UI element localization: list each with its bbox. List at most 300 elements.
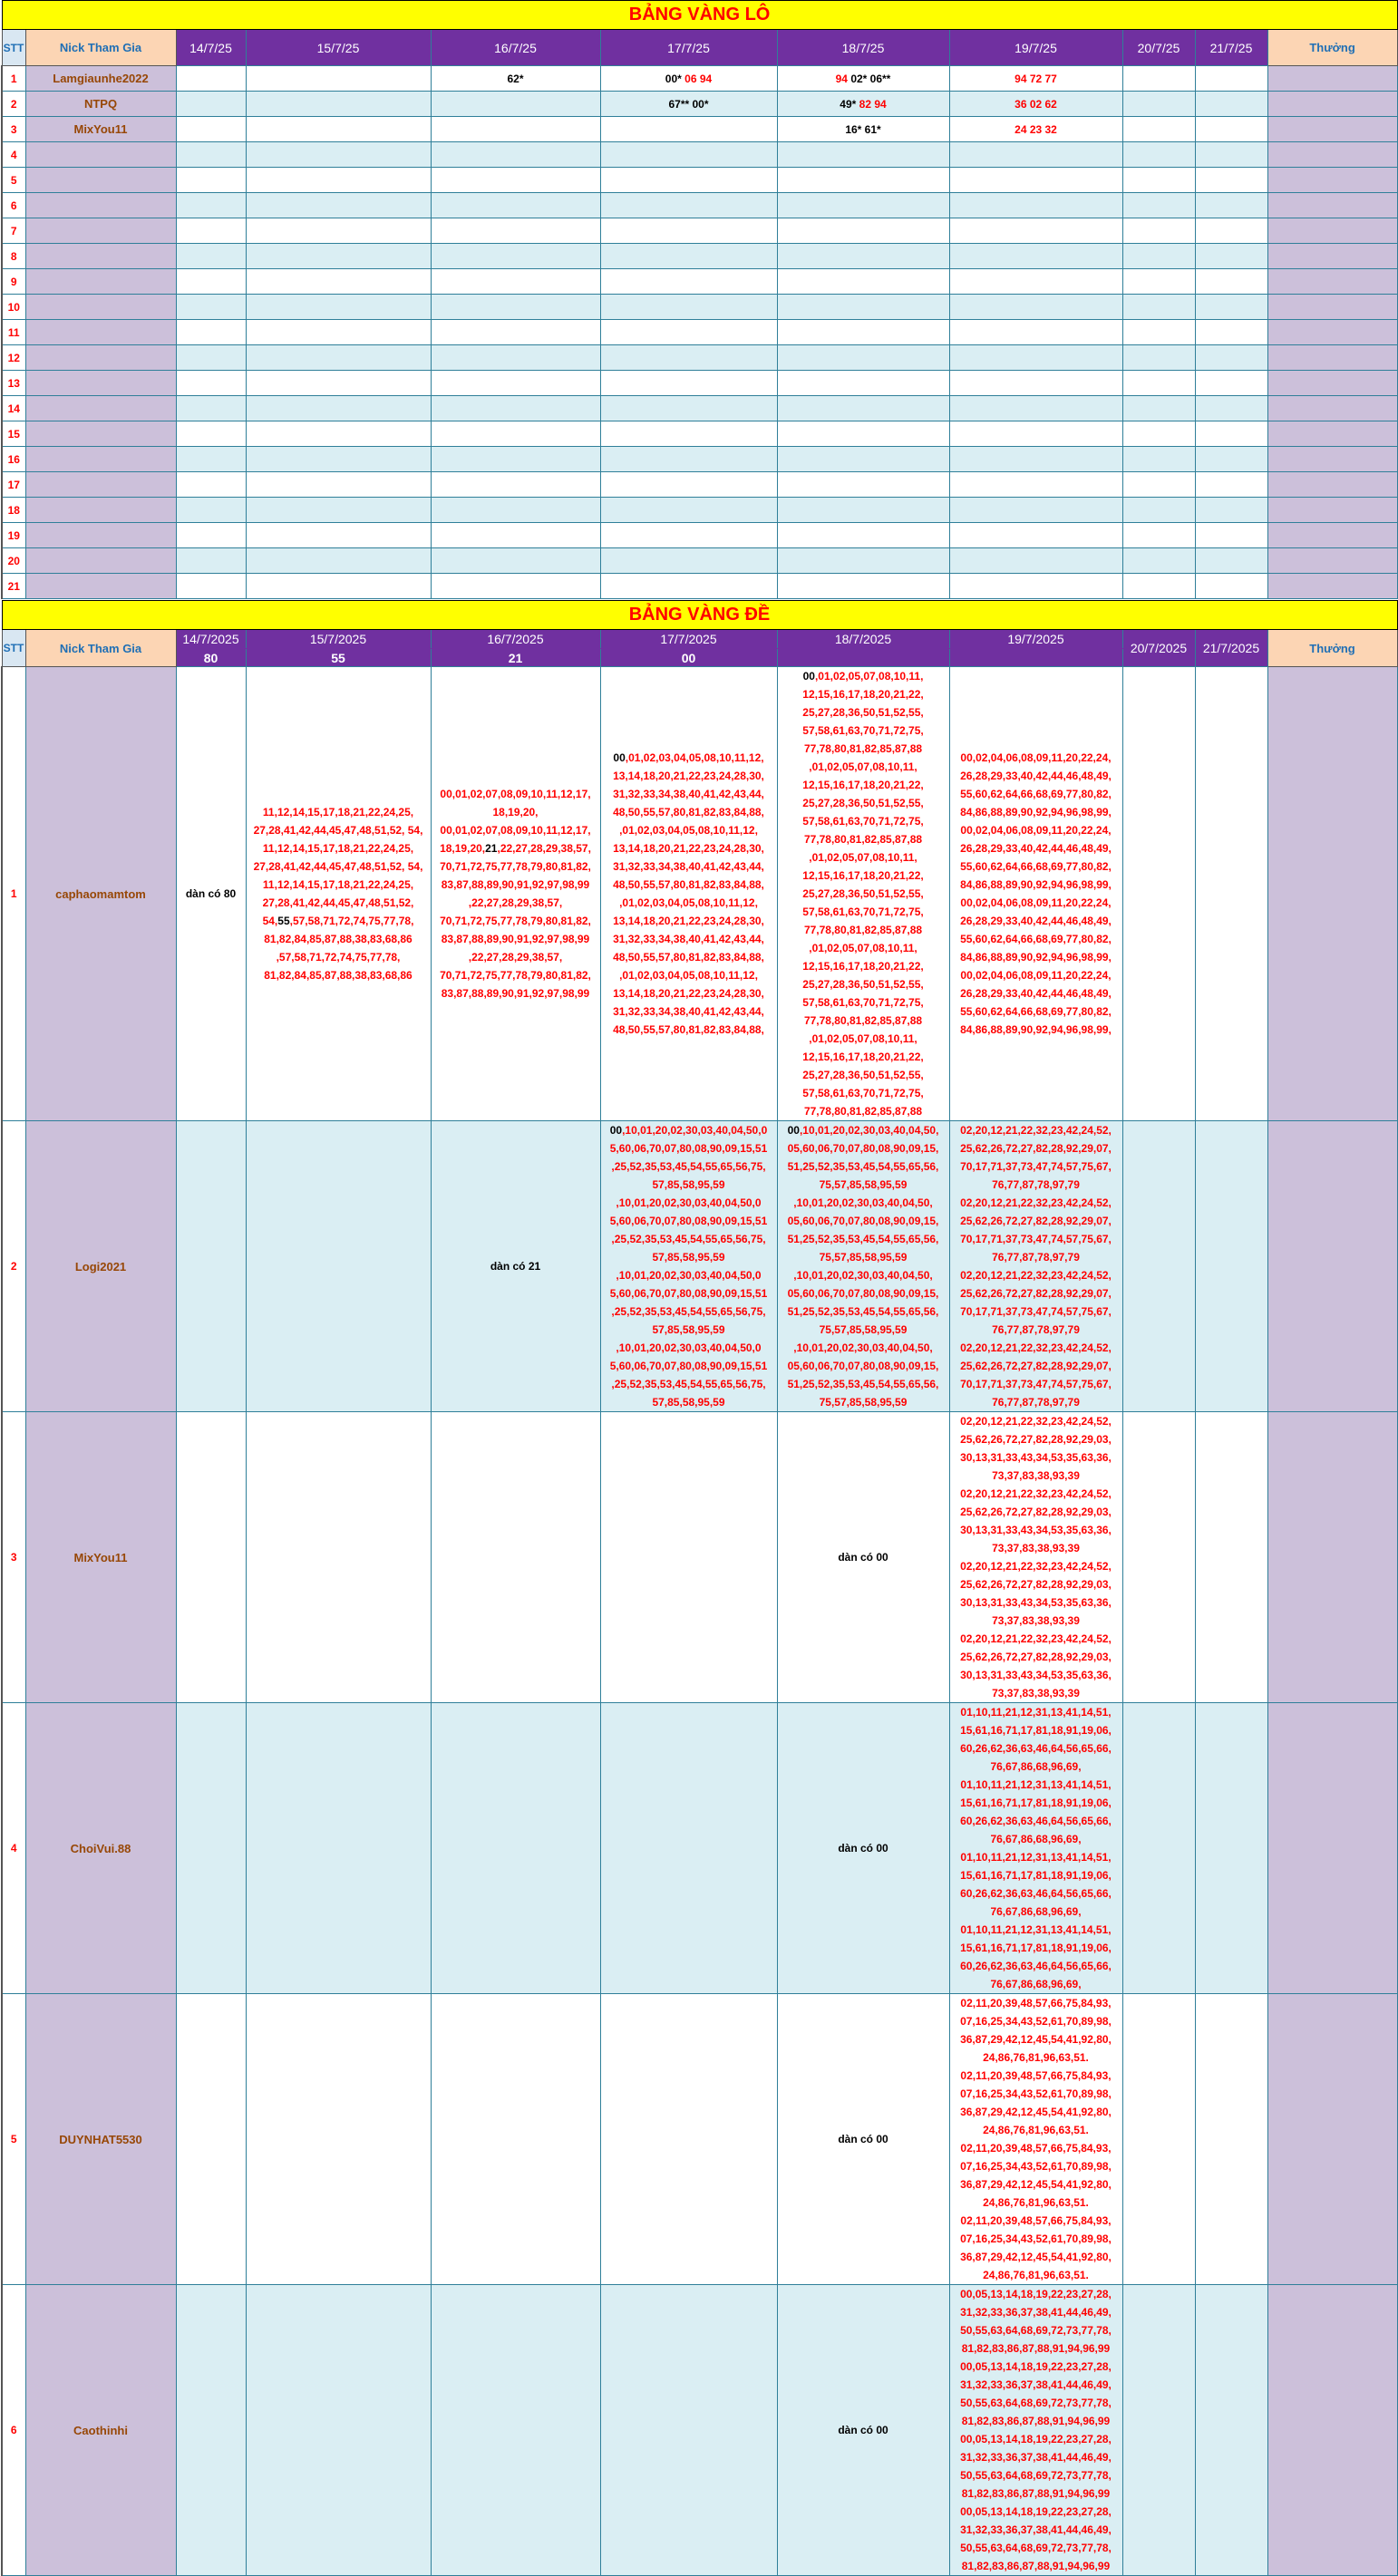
day-cell — [777, 295, 949, 320]
cell-value: 02,20,12,21,22,32,23,42,24,52, 25,62,26,72,27,82,28,92,29,07, 70,17,71,37,73,47,74,57,75,67, 76,77,87,78,97,79 — [960, 1341, 1112, 1409]
day-cell — [1195, 193, 1267, 218]
day-cell — [176, 447, 246, 472]
table-row — [2, 244, 1397, 269]
day-cell — [777, 574, 949, 599]
day-cell — [246, 574, 431, 599]
day-cell — [431, 548, 600, 574]
table-row — [2, 295, 1397, 320]
day-cell — [246, 295, 431, 320]
day-cell — [246, 667, 431, 1121]
lo-header-date: 18/7/25 — [777, 30, 949, 66]
de-header-nick: Nick Tham Gia — [25, 630, 176, 667]
table-row — [2, 396, 1397, 421]
de-result: 21 — [431, 649, 600, 667]
day-cell — [176, 1994, 246, 2285]
nick-cell — [25, 193, 176, 218]
day-cell — [600, 244, 777, 269]
cell-value: 49* — [840, 97, 859, 111]
cell-value: ,01,02,05,07,08,10,11, 12,15,16,17,18,20,21,22, 25,27,28,36,50,51,52,55, 57,58,61,63,70,71,72,75, 77,78,80,81,82,85,87,88 — [802, 670, 924, 755]
day-cell — [1195, 269, 1267, 295]
cell-value: 00* — [665, 72, 685, 85]
table-row — [2, 345, 1397, 371]
row-number: 7 — [2, 218, 25, 244]
day-cell — [176, 1703, 246, 1994]
de-result — [949, 649, 1122, 667]
nick-cell: Lamgiaunhe2022 — [25, 66, 176, 92]
day-cell — [1122, 396, 1195, 421]
day-cell — [949, 1121, 1122, 1412]
cell-value: 00,05,13,14,18,19,22,23,27,28, 31,32,33,36,37,38,41,44,46,49, 50,55,63,64,68,69,72,73,77,78, 81,82,83,86,87,88,91,94,96,99 — [960, 2360, 1112, 2427]
day-cell — [1122, 574, 1195, 599]
de-header-date: 18/7/2025 — [777, 630, 949, 649]
nick-cell — [25, 472, 176, 498]
row-number: 6 — [2, 193, 25, 218]
day-cell — [431, 574, 600, 599]
nick-cell — [25, 142, 176, 168]
thuong-cell — [1267, 117, 1397, 142]
day-cell — [949, 92, 1122, 117]
nick-cell — [25, 295, 176, 320]
day-cell — [431, 421, 600, 447]
day-cell — [600, 472, 777, 498]
day-cell — [949, 2285, 1122, 2576]
day-cell — [431, 218, 600, 244]
cell-value: 00,05,13,14,18,19,22,23,27,28, 31,32,33,36,37,38,41,44,46,49, 50,55,63,64,68,69,72,73,77,78, 81,82,83,86,87,88,91,94,96,99 — [960, 2433, 1112, 2500]
day-cell — [1122, 244, 1195, 269]
day-cell — [176, 667, 246, 1121]
day-cell — [949, 574, 1122, 599]
day-cell — [949, 1412, 1122, 1703]
nick-cell: caphaomamtom — [25, 667, 176, 1121]
table-row — [2, 421, 1397, 447]
day-cell — [600, 447, 777, 472]
day-cell — [176, 472, 246, 498]
day-cell — [1122, 142, 1195, 168]
thuong-cell — [1267, 2285, 1397, 2576]
day-cell — [1122, 193, 1195, 218]
cell-value: 00,05,13,14,18,19,22,23,27,28, 31,32,33,36,37,38,41,44,46,49, 50,55,63,64,68,69,72,73,77,78, 81,82,83,86,87,88,91,94,96,99 — [960, 2288, 1112, 2355]
day-cell — [176, 396, 246, 421]
row-number: 3 — [2, 1412, 25, 1703]
de-header-date: 14/7/2025 — [176, 630, 246, 649]
cell-value: ,10,01,20,02,30,03,40,04,50, 05,60,06,70,07,80,08,90,09,15, 51,25,52,35,53,45,54,55,65,56, 75,57,85,58,95,59 — [787, 1341, 939, 1409]
thuong-cell — [1267, 295, 1397, 320]
day-cell — [777, 523, 949, 548]
day-cell — [1122, 1412, 1195, 1703]
day-cell — [1122, 117, 1195, 142]
cell-value: 62* — [507, 72, 524, 85]
day-cell — [246, 117, 431, 142]
nick-cell — [25, 371, 176, 396]
nick-cell — [25, 548, 176, 574]
row-number: 19 — [2, 523, 25, 548]
day-cell — [600, 371, 777, 396]
de-header-date: 19/7/2025 — [949, 630, 1122, 649]
day-cell — [949, 421, 1122, 447]
cell-value: ,01,02,03,04,05,08,10,11,12, 13,14,18,20,21,22,23,24,28,30, 31,32,33,34,38,40,41,42,43,44, 48,50,55,57,80,81,82,83,84,88, — [613, 969, 764, 1036]
day-cell — [176, 498, 246, 523]
lo-header-date: 21/7/25 — [1195, 30, 1267, 66]
cell-value: 16* 61* — [845, 122, 881, 136]
day-cell — [949, 498, 1122, 523]
day-cell — [1122, 421, 1195, 447]
table-row — [2, 92, 1397, 117]
day-cell — [246, 168, 431, 193]
table-row — [2, 667, 1397, 1121]
cell-value: 00 — [787, 1124, 800, 1137]
table-row — [2, 1703, 1397, 1994]
cell-value: ,01,02,05,07,08,10,11, 12,15,16,17,18,20,21,22, 25,27,28,36,50,51,52,55, 57,58,61,63,70,71,72,75, 77,78,80,81,82,85,87,88 — [802, 760, 924, 846]
day-cell — [431, 117, 600, 142]
day-cell — [949, 1994, 1122, 2285]
table-row — [2, 472, 1397, 498]
day-cell — [1195, 2285, 1267, 2576]
day-cell — [1122, 92, 1195, 117]
day-cell — [1195, 66, 1267, 92]
cell-value: ,22,27,28,29,38,57, 70,71,72,75,77,78,79,80,81,82, 83,87,88,89,90,91,92,97,98,99 — [440, 896, 591, 945]
table-row — [2, 548, 1397, 574]
thuong-cell — [1267, 92, 1397, 117]
day-cell — [949, 320, 1122, 345]
nick-cell: MixYou11 — [25, 117, 176, 142]
cell-value: 01,10,11,21,12,31,13,41,14,51, 15,61,16,71,17,81,18,91,19,06, 60,26,62,36,63,46,64,56,65,66, 76,67,86,68,96,69, — [960, 1923, 1112, 1990]
table-row — [2, 66, 1397, 92]
row-number: 2 — [2, 92, 25, 117]
lo-header-stt: STT — [2, 30, 25, 66]
cell-value: 00 — [613, 751, 626, 764]
day-cell — [246, 244, 431, 269]
row-number: 11 — [2, 320, 25, 345]
cell-value: 00,05,13,14,18,19,22,23,27,28, 31,32,33,36,37,38,41,44,46,49, 50,55,63,64,68,69,72,73,77,78, 81,82,83,86,87,88,91,94,96,99 — [960, 2505, 1112, 2572]
day-cell — [777, 421, 949, 447]
cell-value: 00,01,02,07,08,09,10,11,12,17, 18,19,20, — [440, 824, 591, 855]
cell-value: 02,11,20,39,48,57,66,75,84,93, 07,16,25,34,43,52,61,70,89,98, 36,87,29,42,12,45,54,41,92,80, 24,86,76,81,96,63,51. — [960, 2069, 1112, 2136]
day-cell — [1195, 421, 1267, 447]
day-cell — [949, 447, 1122, 472]
day-cell — [1122, 1994, 1195, 2285]
day-cell — [777, 1412, 949, 1703]
cell-value: 94 72 77 — [1015, 72, 1057, 85]
day-cell — [1195, 117, 1267, 142]
de-result: 55 — [246, 649, 431, 667]
day-cell — [600, 92, 777, 117]
nick-cell: NTPQ — [25, 92, 176, 117]
cell-value: 11,12,14,15,17,18,21,22,24,25, 27,28,41,42,44,45,47,48,51,52, 54, — [262, 878, 414, 927]
day-cell — [176, 548, 246, 574]
cell-value: ,10,01,20,02,30,03,40,04,50,0 5,60,06,70,07,80,08,90,09,15,51 ,25,52,35,53,45,54,55,65,56,75, 57,85,58,95,59 — [609, 1269, 768, 1336]
day-cell — [431, 1412, 600, 1703]
cell-value: 01,10,11,21,12,31,13,41,14,51, 15,61,16,71,17,81,18,91,19,06, 60,26,62,36,63,46,64,56,65,66, 76,67,86,68,96,69, — [960, 1851, 1112, 1918]
cell-value: ,22,27,28,29,38,57, 70,71,72,75,77,78,79,80,81,82, 83,87,88,89,90,91,92,97,98,99 — [440, 951, 591, 1000]
day-cell — [1122, 447, 1195, 472]
lo-title: BẢNG VÀNG LÔ — [2, 1, 1397, 30]
de-result — [777, 649, 949, 667]
row-number: 3 — [2, 117, 25, 142]
day-cell — [176, 193, 246, 218]
cell-value: 02,20,12,21,22,32,23,42,24,52, 25,62,26,72,27,82,28,92,29,07, 70,17,71,37,73,47,74,57,75,67, 76,77,87,78,97,79 — [960, 1124, 1112, 1191]
table-row — [2, 193, 1397, 218]
day-cell — [949, 548, 1122, 574]
day-cell — [1122, 667, 1195, 1121]
day-cell — [176, 371, 246, 396]
day-cell — [246, 1121, 431, 1412]
day-cell — [1195, 142, 1267, 168]
day-cell — [1195, 1412, 1267, 1703]
day-cell — [246, 193, 431, 218]
thuong-cell — [1267, 142, 1397, 168]
day-cell — [431, 142, 600, 168]
thuong-cell — [1267, 1121, 1397, 1412]
lo-header-date: 16/7/25 — [431, 30, 600, 66]
day-cell — [1122, 168, 1195, 193]
cell-value: 00 — [609, 1124, 623, 1137]
day-cell — [1195, 218, 1267, 244]
day-cell — [431, 1994, 600, 2285]
day-cell — [431, 396, 600, 421]
thuong-cell — [1267, 244, 1397, 269]
day-cell — [176, 117, 246, 142]
day-cell — [431, 472, 600, 498]
day-cell — [246, 1412, 431, 1703]
day-cell — [176, 244, 246, 269]
table-row — [2, 371, 1397, 396]
day-cell — [176, 168, 246, 193]
table-row — [2, 1994, 1397, 2285]
day-cell — [1195, 1121, 1267, 1412]
table-row — [2, 498, 1397, 523]
day-cell — [777, 66, 949, 92]
cell-value: ,10,01,20,02,30,03,40,04,50, 05,60,06,70,07,80,08,90,09,15, 51,25,52,35,53,45,54,55,65,56, 75,57,85,58,95,59 — [787, 1124, 939, 1191]
de-table — [1, 600, 1398, 2576]
table-row — [2, 168, 1397, 193]
day-cell — [431, 2285, 600, 2576]
day-cell — [431, 295, 600, 320]
thuong-cell — [1267, 523, 1397, 548]
nick-cell — [25, 168, 176, 193]
day-cell — [1195, 396, 1267, 421]
table-row — [2, 1412, 1397, 1703]
day-cell — [176, 142, 246, 168]
cell-value: 82 94 — [859, 97, 887, 111]
day-cell — [600, 269, 777, 295]
day-cell — [600, 498, 777, 523]
day-cell — [777, 548, 949, 574]
day-cell — [600, 117, 777, 142]
day-cell — [949, 168, 1122, 193]
day-cell — [176, 320, 246, 345]
day-cell — [176, 66, 246, 92]
lo-header-date: 17/7/25 — [600, 30, 777, 66]
nick-cell: Caothinhi — [25, 2285, 176, 2576]
cell-value: ,10,01,20,02,30,03,40,04,50, 05,60,06,70,07,80,08,90,09,15, 51,25,52,35,53,45,54,55,65,56, 75,57,85,58,95,59 — [787, 1269, 939, 1336]
day-cell — [1122, 472, 1195, 498]
day-cell — [600, 345, 777, 371]
day-cell — [777, 269, 949, 295]
day-cell — [777, 244, 949, 269]
day-cell — [777, 218, 949, 244]
row-number: 18 — [2, 498, 25, 523]
cell-value: dàn có 00 — [838, 1842, 888, 1855]
day-cell — [176, 218, 246, 244]
cell-value: 00,02,04,06,08,09,11,20,22,24, 26,28,29,33,40,42,44,46,48,49, 55,60,62,64,66,68,69,77,80,82, 84,86,88,89,90,92,94,96,98,99, — [960, 896, 1112, 964]
cell-value: ,10,01,20,02,30,03,40,04,50,0 5,60,06,70,07,80,08,90,09,15,51 ,25,52,35,53,45,54,55,65,56,75, 57,85,58,95,59 — [609, 1341, 768, 1409]
cell-value: ,57,58,71,72,74,75,77,78, 81,82,84,85,87,88,38,83,68,86 — [264, 915, 414, 945]
cell-value: 02,20,12,21,22,32,23,42,24,52, 25,62,26,72,27,82,28,92,29,07, 70,17,71,37,73,47,74,57,75,67, 76,77,87,78,97,79 — [960, 1196, 1112, 1264]
day-cell — [176, 574, 246, 599]
nick-cell — [25, 421, 176, 447]
cell-value: 02,20,12,21,22,32,23,42,24,52, 25,62,26,72,27,82,28,92,29,03, 30,13,31,33,43,34,53,35,63,36, 73,37,83,38,93,39 — [960, 1632, 1112, 1700]
day-cell — [600, 1412, 777, 1703]
day-cell — [949, 218, 1122, 244]
cell-value: 02* 06** — [850, 72, 891, 85]
day-cell — [431, 523, 600, 548]
nick-cell: MixYou11 — [25, 1412, 176, 1703]
day-cell — [1122, 1121, 1195, 1412]
day-cell — [777, 320, 949, 345]
thuong-cell — [1267, 472, 1397, 498]
day-cell — [600, 2285, 777, 2576]
thuong-cell — [1267, 447, 1397, 472]
day-cell — [176, 421, 246, 447]
row-number: 14 — [2, 396, 25, 421]
day-cell — [1195, 168, 1267, 193]
day-cell — [600, 193, 777, 218]
thuong-cell — [1267, 548, 1397, 574]
day-cell — [600, 142, 777, 168]
row-number: 4 — [2, 142, 25, 168]
cell-value: dàn có 00 — [838, 1551, 888, 1564]
day-cell — [949, 117, 1122, 142]
day-cell — [431, 447, 600, 472]
cell-value: 24 23 32 — [1015, 122, 1057, 136]
day-cell — [1122, 523, 1195, 548]
day-cell — [777, 2285, 949, 2576]
thuong-cell — [1267, 345, 1397, 371]
cell-value: 36 02 62 — [1015, 97, 1057, 111]
day-cell — [777, 667, 949, 1121]
day-cell — [246, 1703, 431, 1994]
nick-cell — [25, 396, 176, 421]
lo-header-nick: Nick Tham Gia — [25, 30, 176, 66]
cell-value: 02,20,12,21,22,32,23,42,24,52, 25,62,26,72,27,82,28,92,29,03, 30,13,31,33,43,34,53,35,63,36, 73,37,83,38,93,39 — [960, 1487, 1112, 1554]
cell-value: ,01,02,03,04,05,08,10,11,12, 13,14,18,20,21,22,23,24,28,30, 31,32,33,34,38,40,41,42,43,44, 48,50,55,57,80,81,82,83,84,88, — [613, 751, 764, 818]
row-number: 4 — [2, 1703, 25, 1994]
cell-value: 00,02,04,06,08,09,11,20,22,24, 26,28,29,33,40,42,44,46,48,49, 55,60,62,64,66,68,69,77,80,82, 84,86,88,89,90,92,94,96,98,99, — [960, 751, 1112, 818]
lo-header-date: 14/7/25 — [176, 30, 246, 66]
cell-value: 02,11,20,39,48,57,66,75,84,93, 07,16,25,34,43,52,61,70,89,98, 36,87,29,42,12,45,54,41,92,80, 24,86,76,81,96,63,51. — [960, 2214, 1112, 2281]
nick-cell — [25, 269, 176, 295]
thuong-cell — [1267, 396, 1397, 421]
day-cell — [431, 269, 600, 295]
day-cell — [600, 1121, 777, 1412]
day-cell — [949, 193, 1122, 218]
de-header-date: 20/7/2025 — [1122, 630, 1195, 667]
lo-body — [2, 66, 1397, 599]
table-row — [2, 320, 1397, 345]
day-cell — [600, 396, 777, 421]
day-cell — [600, 523, 777, 548]
nick-cell — [25, 498, 176, 523]
day-cell — [246, 421, 431, 447]
day-cell — [949, 1703, 1122, 1994]
day-cell — [431, 1121, 600, 1412]
day-cell — [246, 92, 431, 117]
day-cell — [246, 269, 431, 295]
day-cell — [1122, 295, 1195, 320]
day-cell — [949, 244, 1122, 269]
day-cell — [949, 472, 1122, 498]
cell-value: ,01,02,05,07,08,10,11, 12,15,16,17,18,20,21,22, 25,27,28,36,50,51,52,55, 57,58,61,63,70,71,72,75, 77,78,80,81,82,85,87,88 — [802, 942, 924, 1027]
nick-cell — [25, 523, 176, 548]
day-cell — [176, 1121, 246, 1412]
day-cell — [600, 168, 777, 193]
row-number: 8 — [2, 244, 25, 269]
cell-value: dàn có 80 — [185, 887, 237, 900]
de-result: 80 — [176, 649, 246, 667]
cell-value: dàn có 00 — [838, 2133, 888, 2145]
day-cell — [949, 66, 1122, 92]
table-row — [2, 1121, 1397, 1412]
day-cell — [949, 142, 1122, 168]
cell-value: ,57,58,71,72,74,75,77,78, 81,82,84,85,87,88,38,83,68,86 — [264, 951, 413, 982]
day-cell — [431, 92, 600, 117]
cell-value: 67** 00* — [668, 97, 709, 111]
table-row — [2, 447, 1397, 472]
day-cell — [949, 667, 1122, 1121]
day-cell — [1195, 472, 1267, 498]
cell-value: dàn có 00 — [838, 2424, 888, 2436]
row-number: 15 — [2, 421, 25, 447]
day-cell — [1195, 320, 1267, 345]
row-number: 21 — [2, 574, 25, 599]
day-cell — [1195, 548, 1267, 574]
day-cell — [1122, 1703, 1195, 1994]
thuong-cell — [1267, 1994, 1397, 2285]
thuong-cell — [1267, 371, 1397, 396]
thuong-cell — [1267, 320, 1397, 345]
day-cell — [246, 396, 431, 421]
day-cell — [246, 1994, 431, 2285]
day-cell — [1195, 92, 1267, 117]
day-cell — [246, 320, 431, 345]
cell-value: dàn có 21 — [490, 1260, 541, 1273]
nick-cell — [25, 320, 176, 345]
day-cell — [176, 1412, 246, 1703]
day-cell — [246, 371, 431, 396]
cell-value: ,01,02,03,04,05,08,10,11,12, 13,14,18,20,21,22,23,24,28,30, 31,32,33,34,38,40,41,42,43,44, 48,50,55,57,80,81,82,83,84,88, — [613, 824, 764, 891]
day-cell — [431, 345, 600, 371]
nick-cell: ChoiVui.88 — [25, 1703, 176, 1994]
day-cell — [431, 66, 600, 92]
row-number: 1 — [2, 667, 25, 1121]
thuong-cell — [1267, 218, 1397, 244]
cell-value: 55 — [277, 915, 290, 927]
day-cell — [600, 66, 777, 92]
row-number: 13 — [2, 371, 25, 396]
thuong-cell — [1267, 168, 1397, 193]
day-cell — [246, 2285, 431, 2576]
table-row — [2, 117, 1397, 142]
day-cell — [431, 320, 600, 345]
day-cell — [246, 142, 431, 168]
day-cell — [1195, 371, 1267, 396]
day-cell — [1122, 2285, 1195, 2576]
day-cell — [176, 92, 246, 117]
row-number: 10 — [2, 295, 25, 320]
cell-value: ,01,02,05,07,08,10,11, 12,15,16,17,18,20,21,22, 25,27,28,36,50,51,52,55, 57,58,61,63,70,71,72,75, 77,78,80,81,82,85,87,88 — [802, 1032, 924, 1118]
day-cell — [1122, 371, 1195, 396]
cell-value: 00 — [802, 670, 815, 683]
